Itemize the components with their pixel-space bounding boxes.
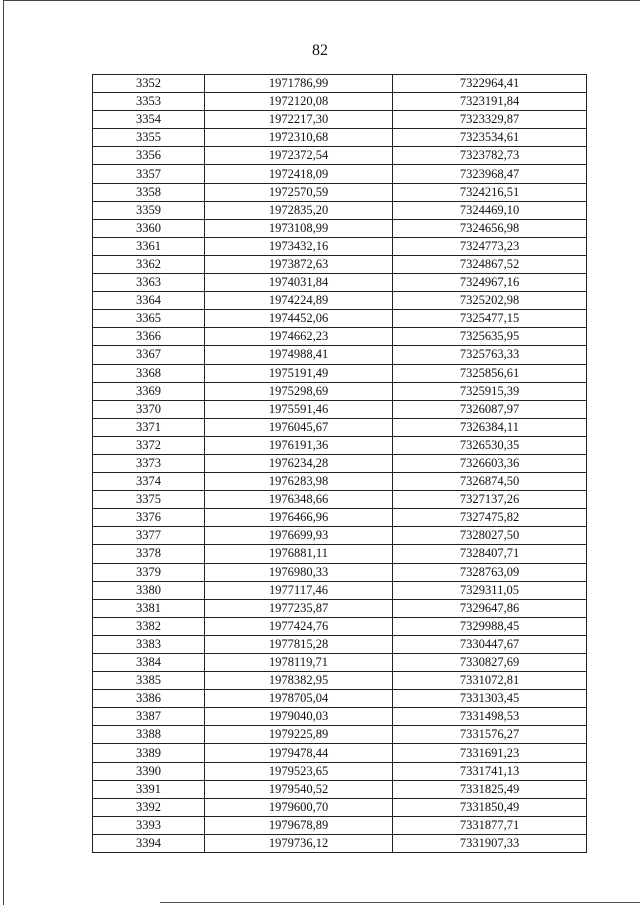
table-row [93, 129, 587, 147]
point-number-cell: 3378 [93, 545, 205, 563]
x-coordinate-cell: 1974031,84 [205, 274, 393, 292]
point-number-cell: 3387 [93, 708, 205, 726]
table-row [93, 310, 587, 328]
y-coordinate-cell: 7323191,84 [393, 93, 587, 111]
y-coordinate-cell: 7331576,27 [393, 726, 587, 744]
point-number-cell: 3353 [93, 93, 205, 111]
x-coordinate-cell: 1976699,93 [205, 527, 393, 545]
table-row [93, 165, 587, 183]
x-coordinate-cell: 1979736,12 [205, 834, 393, 852]
y-coordinate-cell: 7325202,98 [393, 292, 587, 310]
y-coordinate-cell: 7323329,87 [393, 111, 587, 129]
y-coordinate-cell: 7329311,05 [393, 581, 587, 599]
table-row [93, 75, 587, 93]
x-coordinate-cell: 1971786,99 [205, 75, 393, 93]
x-coordinate-cell: 1979678,89 [205, 816, 393, 834]
y-coordinate-cell: 7326530,35 [393, 436, 587, 454]
point-number-cell: 3369 [93, 382, 205, 400]
table-row [93, 491, 587, 509]
x-coordinate-cell: 1976234,28 [205, 454, 393, 472]
point-number-cell: 3390 [93, 762, 205, 780]
y-coordinate-cell: 7325763,33 [393, 346, 587, 364]
point-number-cell: 3389 [93, 744, 205, 762]
y-coordinate-cell: 7326603,36 [393, 454, 587, 472]
y-coordinate-cell: 7331498,53 [393, 708, 587, 726]
point-number-cell: 3360 [93, 219, 205, 237]
point-number-cell: 3354 [93, 111, 205, 129]
table-row [93, 780, 587, 798]
y-coordinate-cell: 7325856,61 [393, 364, 587, 382]
point-number-cell: 3352 [93, 75, 205, 93]
x-coordinate-cell: 1978382,95 [205, 672, 393, 690]
table-row [93, 654, 587, 672]
x-coordinate-cell: 1977117,46 [205, 581, 393, 599]
point-number-cell: 3363 [93, 274, 205, 292]
x-coordinate-cell: 1977235,87 [205, 599, 393, 617]
y-coordinate-cell: 7325635,95 [393, 328, 587, 346]
table-row [93, 635, 587, 653]
y-coordinate-cell: 7331825,49 [393, 780, 587, 798]
y-coordinate-cell: 7331072,81 [393, 672, 587, 690]
y-coordinate-cell: 7330827,69 [393, 654, 587, 672]
x-coordinate-cell: 1974452,06 [205, 310, 393, 328]
x-coordinate-cell: 1974224,89 [205, 292, 393, 310]
table-row [93, 400, 587, 418]
point-number-cell: 3391 [93, 780, 205, 798]
point-number-cell: 3388 [93, 726, 205, 744]
x-coordinate-cell: 1972310,68 [205, 129, 393, 147]
coordinates-table-body [93, 75, 587, 853]
y-coordinate-cell: 7328407,71 [393, 545, 587, 563]
y-coordinate-cell: 7331741,13 [393, 762, 587, 780]
y-coordinate-cell: 7327475,82 [393, 509, 587, 527]
y-coordinate-cell: 7324656,98 [393, 219, 587, 237]
x-coordinate-cell: 1979478,44 [205, 744, 393, 762]
x-coordinate-cell: 1979523,65 [205, 762, 393, 780]
table-row [93, 418, 587, 436]
point-number-cell: 3371 [93, 418, 205, 436]
x-coordinate-cell: 1976881,11 [205, 545, 393, 563]
point-number-cell: 3368 [93, 364, 205, 382]
y-coordinate-cell: 7331303,45 [393, 690, 587, 708]
x-coordinate-cell: 1979040,03 [205, 708, 393, 726]
x-coordinate-cell: 1979225,89 [205, 726, 393, 744]
table-row [93, 690, 587, 708]
x-coordinate-cell: 1974662,23 [205, 328, 393, 346]
table-row [93, 219, 587, 237]
y-coordinate-cell: 7323534,61 [393, 129, 587, 147]
x-coordinate-cell: 1972835,20 [205, 201, 393, 219]
table-row [93, 201, 587, 219]
y-coordinate-cell: 7327137,26 [393, 491, 587, 509]
y-coordinate-cell: 7331850,49 [393, 798, 587, 816]
table-row [93, 545, 587, 563]
scan-border-bottom [160, 902, 640, 903]
table-row [93, 726, 587, 744]
point-number-cell: 3384 [93, 654, 205, 672]
point-number-cell: 3357 [93, 165, 205, 183]
y-coordinate-cell: 7328027,50 [393, 527, 587, 545]
table-row [93, 183, 587, 201]
point-number-cell: 3365 [93, 310, 205, 328]
coordinates-table [92, 74, 587, 853]
y-coordinate-cell: 7331691,23 [393, 744, 587, 762]
point-number-cell: 3373 [93, 454, 205, 472]
y-coordinate-cell: 7322964,41 [393, 75, 587, 93]
x-coordinate-cell: 1976980,33 [205, 563, 393, 581]
table-row [93, 237, 587, 255]
table-row [93, 708, 587, 726]
point-number-cell: 3392 [93, 798, 205, 816]
table-row [93, 563, 587, 581]
x-coordinate-cell: 1974988,41 [205, 346, 393, 364]
point-number-cell: 3356 [93, 147, 205, 165]
point-number-cell: 3386 [93, 690, 205, 708]
x-coordinate-cell: 1972120,08 [205, 93, 393, 111]
x-coordinate-cell: 1978705,04 [205, 690, 393, 708]
page-number: 82 [312, 42, 328, 59]
point-number-cell: 3361 [93, 237, 205, 255]
x-coordinate-cell: 1973432,16 [205, 237, 393, 255]
point-number-cell: 3370 [93, 400, 205, 418]
table-row [93, 744, 587, 762]
x-coordinate-cell: 1975191,49 [205, 364, 393, 382]
y-coordinate-cell: 7325915,39 [393, 382, 587, 400]
y-coordinate-cell: 7329647,86 [393, 599, 587, 617]
y-coordinate-cell: 7326384,11 [393, 418, 587, 436]
table-row [93, 436, 587, 454]
table-row [93, 147, 587, 165]
point-number-cell: 3375 [93, 491, 205, 509]
x-coordinate-cell: 1972372,54 [205, 147, 393, 165]
point-number-cell: 3359 [93, 201, 205, 219]
table-row [93, 762, 587, 780]
point-number-cell: 3362 [93, 255, 205, 273]
table-row [93, 509, 587, 527]
table-row [93, 672, 587, 690]
y-coordinate-cell: 7324216,51 [393, 183, 587, 201]
y-coordinate-cell: 7328763,09 [393, 563, 587, 581]
table-row [93, 255, 587, 273]
table-row [93, 798, 587, 816]
point-number-cell: 3393 [93, 816, 205, 834]
table-row [93, 382, 587, 400]
y-coordinate-cell: 7324967,16 [393, 274, 587, 292]
point-number-cell: 3381 [93, 599, 205, 617]
table-row [93, 292, 587, 310]
scan-border-top [3, 0, 640, 1]
y-coordinate-cell: 7324773,23 [393, 237, 587, 255]
point-number-cell: 3366 [93, 328, 205, 346]
x-coordinate-cell: 1976045,67 [205, 418, 393, 436]
table-row [93, 473, 587, 491]
point-number-cell: 3394 [93, 834, 205, 852]
x-coordinate-cell: 1973872,63 [205, 255, 393, 273]
table-row [93, 834, 587, 852]
x-coordinate-cell: 1972217,30 [205, 111, 393, 129]
x-coordinate-cell: 1976466,96 [205, 509, 393, 527]
y-coordinate-cell: 7324469,10 [393, 201, 587, 219]
x-coordinate-cell: 1977815,28 [205, 635, 393, 653]
x-coordinate-cell: 1973108,99 [205, 219, 393, 237]
x-coordinate-cell: 1975298,69 [205, 382, 393, 400]
x-coordinate-cell: 1972418,09 [205, 165, 393, 183]
x-coordinate-cell: 1976191,36 [205, 436, 393, 454]
point-number-cell: 3358 [93, 183, 205, 201]
x-coordinate-cell: 1976348,66 [205, 491, 393, 509]
table-row [93, 617, 587, 635]
table-row [93, 93, 587, 111]
point-number-cell: 3367 [93, 346, 205, 364]
point-number-cell: 3380 [93, 581, 205, 599]
y-coordinate-cell: 7324867,52 [393, 255, 587, 273]
y-coordinate-cell: 7325477,15 [393, 310, 587, 328]
point-number-cell: 3385 [93, 672, 205, 690]
x-coordinate-cell: 1978119,71 [205, 654, 393, 672]
table-row [93, 527, 587, 545]
x-coordinate-cell: 1975591,46 [205, 400, 393, 418]
y-coordinate-cell: 7329988,45 [393, 617, 587, 635]
table-row [93, 599, 587, 617]
point-number-cell: 3376 [93, 509, 205, 527]
x-coordinate-cell: 1979540,52 [205, 780, 393, 798]
y-coordinate-cell: 7331877,71 [393, 816, 587, 834]
x-coordinate-cell: 1979600,70 [205, 798, 393, 816]
table-row [93, 111, 587, 129]
point-number-cell: 3372 [93, 436, 205, 454]
point-number-cell: 3364 [93, 292, 205, 310]
y-coordinate-cell: 7326874,50 [393, 473, 587, 491]
table-row [93, 581, 587, 599]
point-number-cell: 3377 [93, 527, 205, 545]
point-number-cell: 3383 [93, 635, 205, 653]
point-number-cell: 3374 [93, 473, 205, 491]
table-row [93, 274, 587, 292]
table-row [93, 454, 587, 472]
point-number-cell: 3379 [93, 563, 205, 581]
point-number-cell: 3355 [93, 129, 205, 147]
point-number-cell: 3382 [93, 617, 205, 635]
y-coordinate-cell: 7331907,33 [393, 834, 587, 852]
table-row [93, 816, 587, 834]
x-coordinate-cell: 1977424,76 [205, 617, 393, 635]
table-row [93, 328, 587, 346]
x-coordinate-cell: 1976283,98 [205, 473, 393, 491]
y-coordinate-cell: 7323968,47 [393, 165, 587, 183]
table-row [93, 346, 587, 364]
y-coordinate-cell: 7330447,67 [393, 635, 587, 653]
scan-border-left [3, 0, 4, 905]
table-row [93, 364, 587, 382]
y-coordinate-cell: 7323782,73 [393, 147, 587, 165]
y-coordinate-cell: 7326087,97 [393, 400, 587, 418]
x-coordinate-cell: 1972570,59 [205, 183, 393, 201]
